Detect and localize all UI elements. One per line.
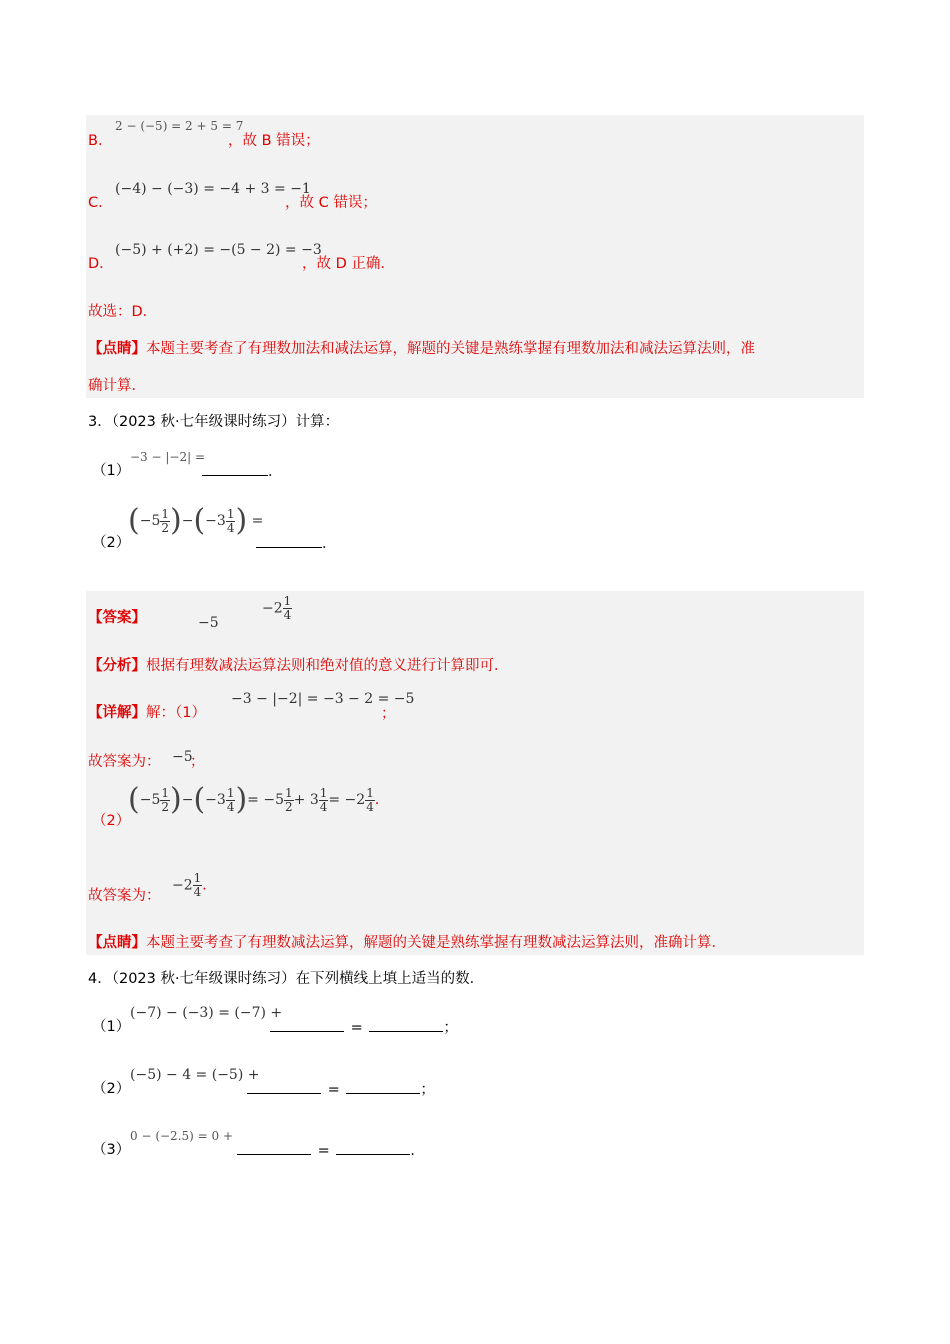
q3-comment-line bbox=[88, 933, 726, 953]
q3-comment-text: 本题主要考查了有理数减法运算，解题的关键是熟练掌握有理数减法运算法则，准确计算． bbox=[146, 935, 726, 951]
detail-intro: 解：（1） bbox=[146, 705, 206, 721]
so-answer-2-value: −2 $\frac{1}{4}$ ． bbox=[172, 871, 217, 899]
so-answer-1-semicolon: ； bbox=[190, 754, 205, 770]
so-answer-1-label: 故答案为： bbox=[88, 754, 161, 770]
q4-p2-eq: = bbox=[327, 1082, 340, 1098]
so-answer-2-period: ． bbox=[202, 877, 217, 894]
q2-comment-line1 bbox=[88, 339, 755, 359]
detail2-label: （2） bbox=[92, 813, 131, 829]
q4-p2-semicolon: ； bbox=[420, 1082, 435, 1098]
so-answer-1-value: −5 bbox=[172, 749, 193, 765]
option-d-comment: ，故 D 正确． bbox=[302, 256, 395, 272]
q3-p1-label: （1） bbox=[92, 463, 131, 479]
q4-p1-equation: (−7) − (−3) = (−7) + bbox=[130, 1005, 283, 1021]
answer-2-whole: −2 bbox=[262, 600, 283, 617]
q4-p1-blank-row bbox=[270, 1017, 458, 1038]
option-c-equation: (−4) − (−3) = −4 + 3 = −1 bbox=[115, 181, 311, 197]
analysis-tag: 【分析】 bbox=[88, 658, 146, 674]
detail-equation-2-period: ． bbox=[374, 792, 389, 808]
q4-p1-semicolon: ； bbox=[443, 1020, 458, 1036]
q2-choice: 故选：D． bbox=[88, 304, 158, 320]
analysis-text: 根据有理数减法运算法则和绝对值的意义进行计算即可． bbox=[146, 658, 509, 674]
q4-p1-blank-1[interactable] bbox=[270, 1017, 344, 1032]
q4-p3-period: ． bbox=[410, 1143, 425, 1159]
q3-p2-equals: = bbox=[251, 513, 264, 529]
option-d-letter: D． bbox=[88, 256, 114, 272]
answer-tag: 【答案】 bbox=[88, 610, 146, 626]
q4-p3-equation: 0 − (−2.5) = 0 + bbox=[130, 1129, 234, 1143]
q3-p1-period: ． bbox=[268, 464, 283, 480]
q3-p1-equation: −3 − |−2| = bbox=[130, 450, 206, 464]
option-c-letter: C． bbox=[88, 195, 113, 211]
q4-p2-blank-1[interactable] bbox=[247, 1079, 321, 1094]
so-answer-2-label: 故答案为： bbox=[88, 888, 161, 904]
detail-line bbox=[88, 703, 206, 723]
option-b-equation: 2 − (−5) = 2 + 5 = 7 bbox=[115, 119, 244, 133]
q4-p3-eq: = bbox=[317, 1143, 330, 1159]
q4-p3-blank-row bbox=[237, 1140, 425, 1161]
q4-p1-label: （1） bbox=[92, 1019, 131, 1035]
q3-p2-period: ． bbox=[322, 536, 337, 552]
detail-equation-1: −3 − |−2| = −3 − 2 = −5 bbox=[231, 691, 415, 707]
comment-tag: 【点睛】 bbox=[88, 341, 146, 357]
q3-title: 3．（2023 秋·七年级课时练习）计算： bbox=[88, 414, 340, 430]
q4-p1-eq: = bbox=[350, 1020, 363, 1036]
detail-tag: 【详解】 bbox=[88, 705, 146, 721]
q4-p3-blank-1[interactable] bbox=[237, 1140, 311, 1155]
q3-p1-blank-row bbox=[202, 461, 283, 482]
q3-comment-tag: 【点睛】 bbox=[88, 935, 146, 951]
detail-semicolon-1: ； bbox=[381, 706, 396, 722]
option-b-comment: ，故 B 错误； bbox=[228, 133, 320, 149]
answer-2: −2 $\frac{1}{4}$ bbox=[262, 594, 292, 622]
q3-p1-blank[interactable] bbox=[202, 461, 268, 476]
answer-1: −5 bbox=[198, 615, 219, 631]
q3-p2-label: （2） bbox=[92, 535, 131, 551]
q3-p2-blank[interactable] bbox=[256, 533, 322, 548]
option-d-equation: (−5) + (+2) = −(5 − 2) = −3 bbox=[115, 242, 322, 258]
analysis-line bbox=[88, 656, 509, 676]
q4-p2-label: （2） bbox=[92, 1081, 131, 1097]
q4-p2-blank-2[interactable] bbox=[346, 1079, 420, 1094]
q3-p2-blank-row bbox=[256, 533, 337, 554]
q4-p2-equation: (−5) − 4 = (−5) + bbox=[130, 1067, 260, 1083]
q4-title: 4．（2023 秋·七年级课时练习）在下列横线上填上适当的数． bbox=[88, 971, 485, 987]
q4-p3-blank-2[interactable] bbox=[336, 1140, 410, 1155]
q2-comment-line2: 确计算． bbox=[88, 378, 146, 394]
option-c-comment: ，故 C 错误； bbox=[285, 195, 377, 211]
detail-equation-2: (−5 $\frac{1}{2}$ )−(−3 $\frac{1}{4}$ )= −5 $\frac{1}{2}$ + 3 $\frac{1}{4}$ = −2 $\frac{1}{4}$ ． bbox=[128, 782, 389, 817]
option-b-letter: B． bbox=[88, 133, 113, 149]
q4-p1-blank-2[interactable] bbox=[369, 1017, 443, 1032]
q4-p3-label: （3） bbox=[92, 1142, 131, 1158]
solution-block-q3 bbox=[86, 591, 864, 955]
comment-text: 本题主要考查了有理数加法和减法运算，解题的关键是熟练掌握有理数加法和减法运算法则，准 bbox=[146, 341, 755, 357]
q3-p2-expression: (−5 $\frac{1}{2}$ )−(−3 $\frac{1}{4}$ ) = bbox=[128, 503, 264, 538]
q4-p2-blank-row bbox=[247, 1079, 435, 1100]
